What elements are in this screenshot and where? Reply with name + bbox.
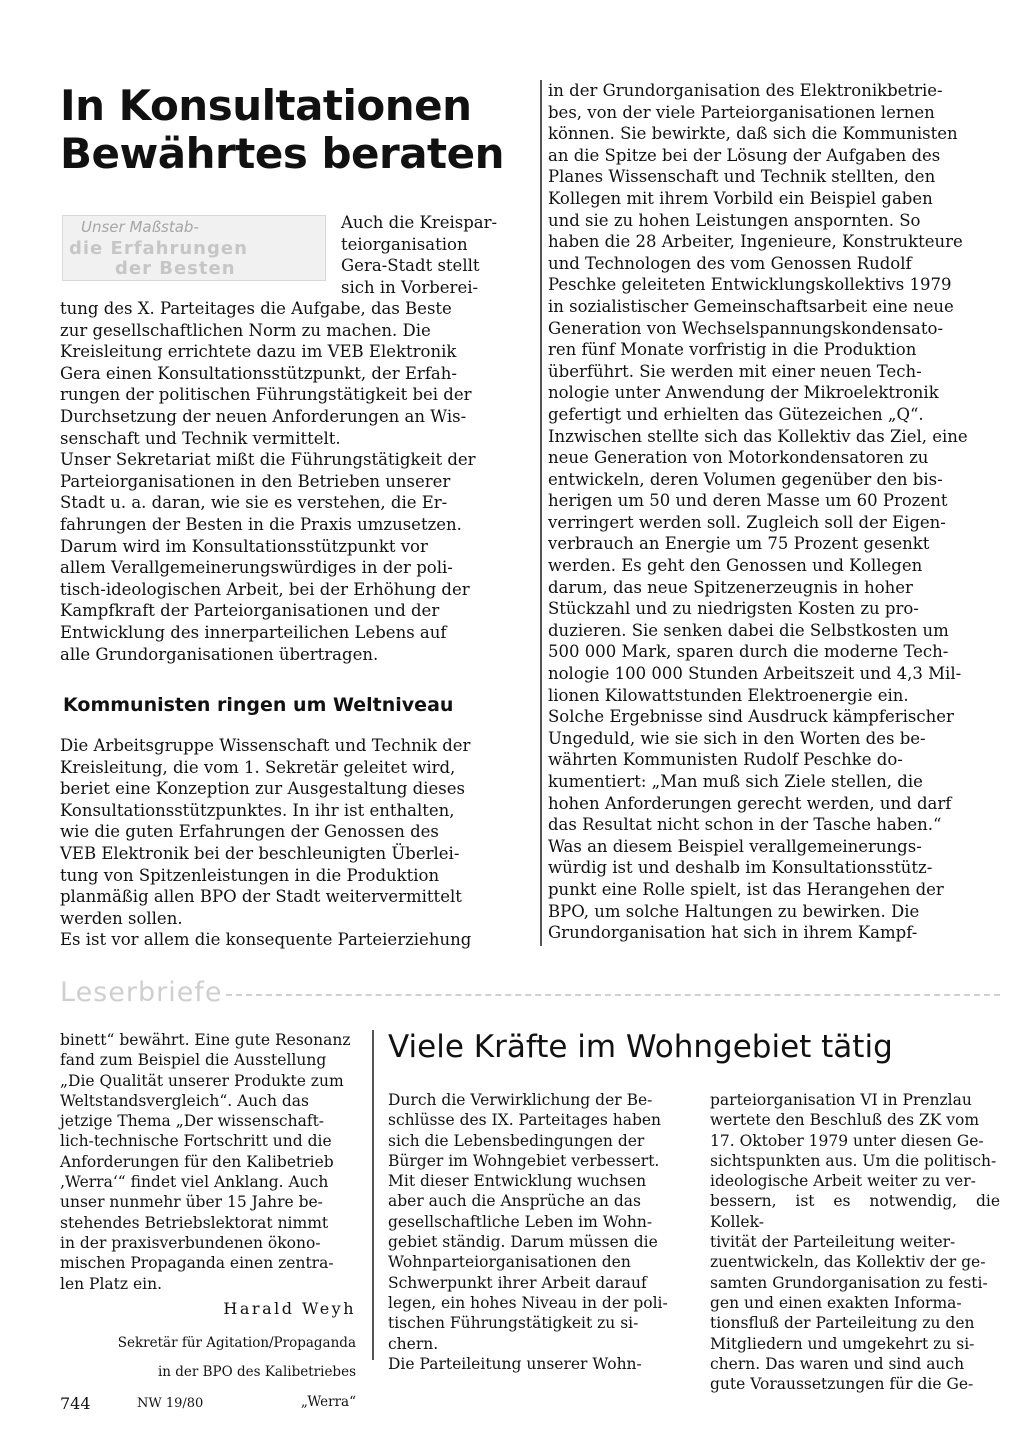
text-line: kumentiert: „Man muß sich Ziele stellen, die <box>548 772 923 791</box>
text-line: wie die guten Erfahrungen der Genossen des <box>60 822 439 842</box>
text-line: tung des X. Parteitages die Aufgabe, das Beste <box>60 299 452 318</box>
text-line: Schwerpunkt ihrer Arbeit darauf <box>388 1273 647 1292</box>
text-line: stehendes Betriebslektorat nimmt <box>60 1213 329 1232</box>
text-line: fand zum Beispiel die Ausstellung <box>60 1051 327 1070</box>
text-line: überführt. Sie werden mit einer neuen Tech- <box>548 361 922 381</box>
text-line: Konsultationsstützpunktes. In ihr ist enthalten, <box>60 800 455 820</box>
text-line: Die Arbeitsgruppe Wissenschaft und Technik der <box>60 736 471 755</box>
left-column-section-text <box>60 735 516 951</box>
right-column-text <box>548 80 1000 944</box>
text-line: lich-technische Fortschritt und die <box>60 1132 332 1151</box>
page-number: 744 <box>60 1394 91 1413</box>
text-line: tischen Führungstätigkeit zu si- <box>388 1314 639 1333</box>
text-line: Planes Wissenschaft und Technik stellten, den <box>548 167 936 187</box>
letter-divider <box>372 1030 374 1360</box>
text-line: Was an diesem Beispiel verallgemeinerungs- <box>548 836 922 856</box>
text-line: hohen Anforderungen gerecht werden, und darf <box>548 793 952 813</box>
text-line: chern. Das waren und sind auch <box>710 1354 965 1373</box>
text-line: Solche Ergebnisse sind Ausdruck kämpferischer <box>548 707 954 727</box>
text-line: len Platz ein. <box>60 1274 163 1293</box>
text-line: „Die Qualität unserer Produkte zum <box>60 1071 344 1090</box>
text-line: jetzige Thema „Der wissenschaft- <box>60 1112 325 1131</box>
text-line: rungen der politischen Führungstätigkeit bei der <box>60 385 472 405</box>
text-line: Darum wird im Konsultationsstützpunkt vor <box>60 536 428 556</box>
column-divider <box>540 80 542 946</box>
text-line: gen und einen exakten Informa- <box>710 1293 962 1312</box>
text-line: Auch die Kreispar- <box>341 213 498 232</box>
text-line: samten Grundorganisation zu festi- <box>710 1273 988 1292</box>
signature-name: Harald Weyh <box>223 1299 356 1318</box>
text-line: Es ist vor allem die konsequente Parteierziehung <box>60 930 472 950</box>
text-line: zur gesellschaftlichen Norm zu machen. Die <box>60 320 431 340</box>
text-line: gebiet ständig. Darum müssen die <box>388 1233 658 1252</box>
text-line: chern. <box>388 1334 439 1353</box>
text-line: gefertigt und erhielten das Gütezeichen „Q“. <box>548 404 924 424</box>
text-line: darum, das neue Spitzenerzeugnis in hoher <box>548 577 913 597</box>
text-line: 500 000 Mark, sparen durch die moderne Tech- <box>548 642 949 662</box>
text-line: bes, von der viele Parteiorganisationen lernen <box>548 102 935 122</box>
text-line: Weltstandsvergleich“. Auch das <box>60 1091 309 1110</box>
text-line: teiorganisation <box>341 234 468 254</box>
stamp-line: der Besten <box>115 258 236 279</box>
text-line: Kampfkraft der Parteiorganisationen und der <box>60 601 440 621</box>
signature-role <box>60 1321 356 1423</box>
text-line: gute Voraussetzungen für die Ge- <box>710 1375 974 1394</box>
text-line: Wohnparteiorganisationen den <box>388 1253 631 1272</box>
text-line: aber auch die Ansprüche an das <box>388 1192 641 1211</box>
text-line: Bürger im Wohngebiet verbessert. <box>388 1151 660 1170</box>
text-line: lionen Kilowattstunden Elektroenergie ein. <box>548 685 909 705</box>
article-headline <box>60 82 530 178</box>
letter2-column-2 <box>710 1090 1000 1394</box>
text-line: an die Spitze bei der Lösung der Aufgaben des <box>548 145 941 165</box>
text-line: duzieren. Sie senken dabei die Selbstkosten um <box>548 620 949 640</box>
text-line: werden. Es geht den Genossen und Kollegen <box>548 556 923 576</box>
text-line: Generation von Wechselspannungskondensato- <box>548 318 944 338</box>
text-line: Gera einen Konsultationsstützpunkt, der Erfah- <box>60 363 457 383</box>
text-line: planmäßig allen BPO der Stadt weitervermittelt <box>60 887 462 907</box>
left-column-text <box>60 298 516 665</box>
text-line: nologie 100 000 Stunden Arbeitszeit und 4,3 Mil- <box>548 664 962 684</box>
section-label-leserbriefe: Leserbriefe <box>60 977 223 1008</box>
letter2-column-1 <box>388 1090 696 1374</box>
issue-label: NW 19/80 <box>137 1396 204 1411</box>
text-line: Stadt u. a. daran, wie sie es verstehen, die Er- <box>60 493 448 513</box>
text-line: BPO, um solche Haltungen zu bewirken. Die <box>548 901 920 921</box>
text-line: verbrauch an Energie um 75 Prozent gesenkt <box>548 534 930 554</box>
text-line: binett“ bewährt. Eine gute Resonanz <box>60 1031 351 1049</box>
text-line: Kreisleitung, die vom 1. Sekretär geleitet wird, <box>60 757 456 777</box>
section-subheading: Kommunisten ringen um Weltniveau <box>63 694 454 716</box>
text-line: Mit dieser Entwicklung wuchsen <box>388 1172 647 1191</box>
text-line: Mitgliedern und umgekehrt zu si- <box>710 1334 975 1353</box>
text-line: entwickeln, deren Volumen gegenüber den bis- <box>548 469 943 489</box>
text-line: tionsfluß der Parteileitung zu den <box>710 1314 975 1333</box>
text-line: „Werra“ <box>300 1393 356 1410</box>
text-line: in sozialistischer Gemeinschaftsarbeit eine neue <box>548 296 954 316</box>
text-line: tisch-ideologischen Arbeit, bei der Erhöhung der <box>60 579 470 599</box>
text-line: herigen um 50 und deren Masse um 60 Prozent <box>548 491 948 511</box>
text-line: Ungeduld, wie sie sich in den Worten des be- <box>548 728 926 748</box>
text-line: bessern, ist es notwendig, die Kollek- <box>710 1192 1000 1231</box>
text-line: nologie unter Anwendung der Mikroelektronik <box>548 383 939 403</box>
text-line: mischen Propaganda einen zentra- <box>60 1254 334 1273</box>
text-line: in der BPO des Kalibetriebes <box>157 1364 356 1380</box>
text-line: VEB Elektronik bei der beschleunigten Überlei- <box>60 843 460 863</box>
text-line: alle Grundorganisationen übertragen. <box>60 644 379 664</box>
text-line: zuentwickeln, das Kollektiv der ge- <box>710 1253 986 1272</box>
text-line: Entwicklung des innerparteilichen Lebens auf <box>60 622 447 642</box>
text-line: beriet eine Konzeption zur Ausgestaltung dieses <box>60 779 465 799</box>
text-line: ideologische Arbeit weiter zu ver- <box>710 1172 976 1191</box>
headline-line: In Konsultationen <box>60 81 472 130</box>
text-line: neue Generation von Motorkondensatoren zu <box>548 448 929 468</box>
letter2-headline: Viele Kräfte im Wohngebiet tätig <box>388 1029 893 1065</box>
text-line: Unser Sekretariat mißt die Führungstätigkeit der <box>60 450 476 470</box>
text-line: Kreisleitung errichtete dazu im VEB Elektronik <box>60 342 457 362</box>
text-line: tivität der Parteileitung weiter- <box>710 1233 956 1252</box>
text-line: in der Grundorganisation des Elektronikbetrie- <box>548 81 943 100</box>
text-line: und sie zu hohen Leistungen anspornten. So <box>548 210 921 230</box>
text-line: in der praxisverbundenen ökono- <box>60 1233 321 1252</box>
text-line: verringert werden soll. Zugleich soll der Eigen- <box>548 512 946 532</box>
stamp-line: die Erfahrungen <box>69 238 248 259</box>
text-line: tung von Spitzenleistungen in die Produktion <box>60 865 440 885</box>
text-line: Parteiorganisationen in den Betrieben unserer <box>60 471 451 491</box>
text-line: fahrungen der Besten in die Praxis umzusetzen. <box>60 514 462 534</box>
text-line: werden sollen. <box>60 908 183 928</box>
text-line: gesellschaftliche Leben im Wohn- <box>388 1212 653 1231</box>
text-line: Sekretär für Agitation/Propaganda <box>117 1334 356 1351</box>
text-line: Durch die Verwirklichung der Be- <box>388 1091 653 1109</box>
text-line: sich die Lebensbedingungen der <box>388 1131 645 1150</box>
text-line: Durchsetzung der neuen Anforderungen an Wis- <box>60 406 467 426</box>
section-rule <box>226 994 1000 996</box>
text-line: allem Verallgemeinerungswürdiges in der poli- <box>60 558 453 578</box>
text-line: schlüsse des IX. Parteitages haben <box>388 1111 662 1130</box>
text-line: Inzwischen stellte sich das Kollektiv das Ziel, eine <box>548 426 968 446</box>
text-line: währten Kommunisten Rudolf Peschke do- <box>548 750 903 770</box>
text-line: Peschke geleiteten Entwicklungskollektivs 1979 <box>548 275 952 295</box>
text-line: wertete den Beschluß des ZK vom <box>710 1111 980 1130</box>
headline-line: Bewährtes beraten <box>60 129 505 178</box>
column-stamp-logo <box>62 215 326 281</box>
text-line: legen, ein hohes Niveau in der poli- <box>388 1293 668 1312</box>
intro-text <box>341 212 516 298</box>
text-line: 17. Oktober 1979 unter diesen Ge- <box>710 1131 984 1150</box>
text-line: ‚Werra‘“ findet viel Anklang. Auch <box>60 1173 329 1192</box>
text-line: unser nunmehr über 15 Jahre be- <box>60 1193 323 1212</box>
text-line: sichtspunkten aus. Um die politisch- <box>710 1151 997 1170</box>
text-line: würdig ist und deshalb im Konsultationsstütz- <box>548 858 933 878</box>
text-line: Anforderungen für den Kalibetrieb <box>60 1152 334 1171</box>
text-line: parteiorganisation VI in Prenzlau <box>710 1091 972 1109</box>
text-line: ren fünf Monate vorfristig in die Produktion <box>548 340 917 360</box>
text-line: Die Parteileitung unserer Wohn- <box>388 1354 642 1373</box>
text-line: Kollegen mit ihrem Vorbild ein Beispiel gaben <box>548 188 933 208</box>
text-line: Stückzahl und zu niedrigsten Kosten zu pro- <box>548 599 919 619</box>
text-line: sich in Vorberei- <box>341 277 479 297</box>
text-line: senschaft und Technik vermittelt. <box>60 428 341 448</box>
text-line: das Resultat nicht schon in der Tasche haben.“ <box>548 815 942 835</box>
text-line: haben die 28 Arbeiter, Ingenieure, Konstrukteure <box>548 232 963 252</box>
text-line: punkt eine Rolle spielt, ist das Herangehen der <box>548 879 944 899</box>
text-line: und Technologen des vom Genossen Rudolf <box>548 253 912 273</box>
letter1-text <box>60 1030 356 1294</box>
text-line: Gera-Stadt stellt <box>341 256 480 276</box>
text-line: Grundorganisation hat sich in ihrem Kampf- <box>548 923 918 943</box>
text-line: können. Sie bewirkte, daß sich die Kommunisten <box>548 124 958 144</box>
stamp-line: Unser Maßstab- <box>81 218 199 236</box>
